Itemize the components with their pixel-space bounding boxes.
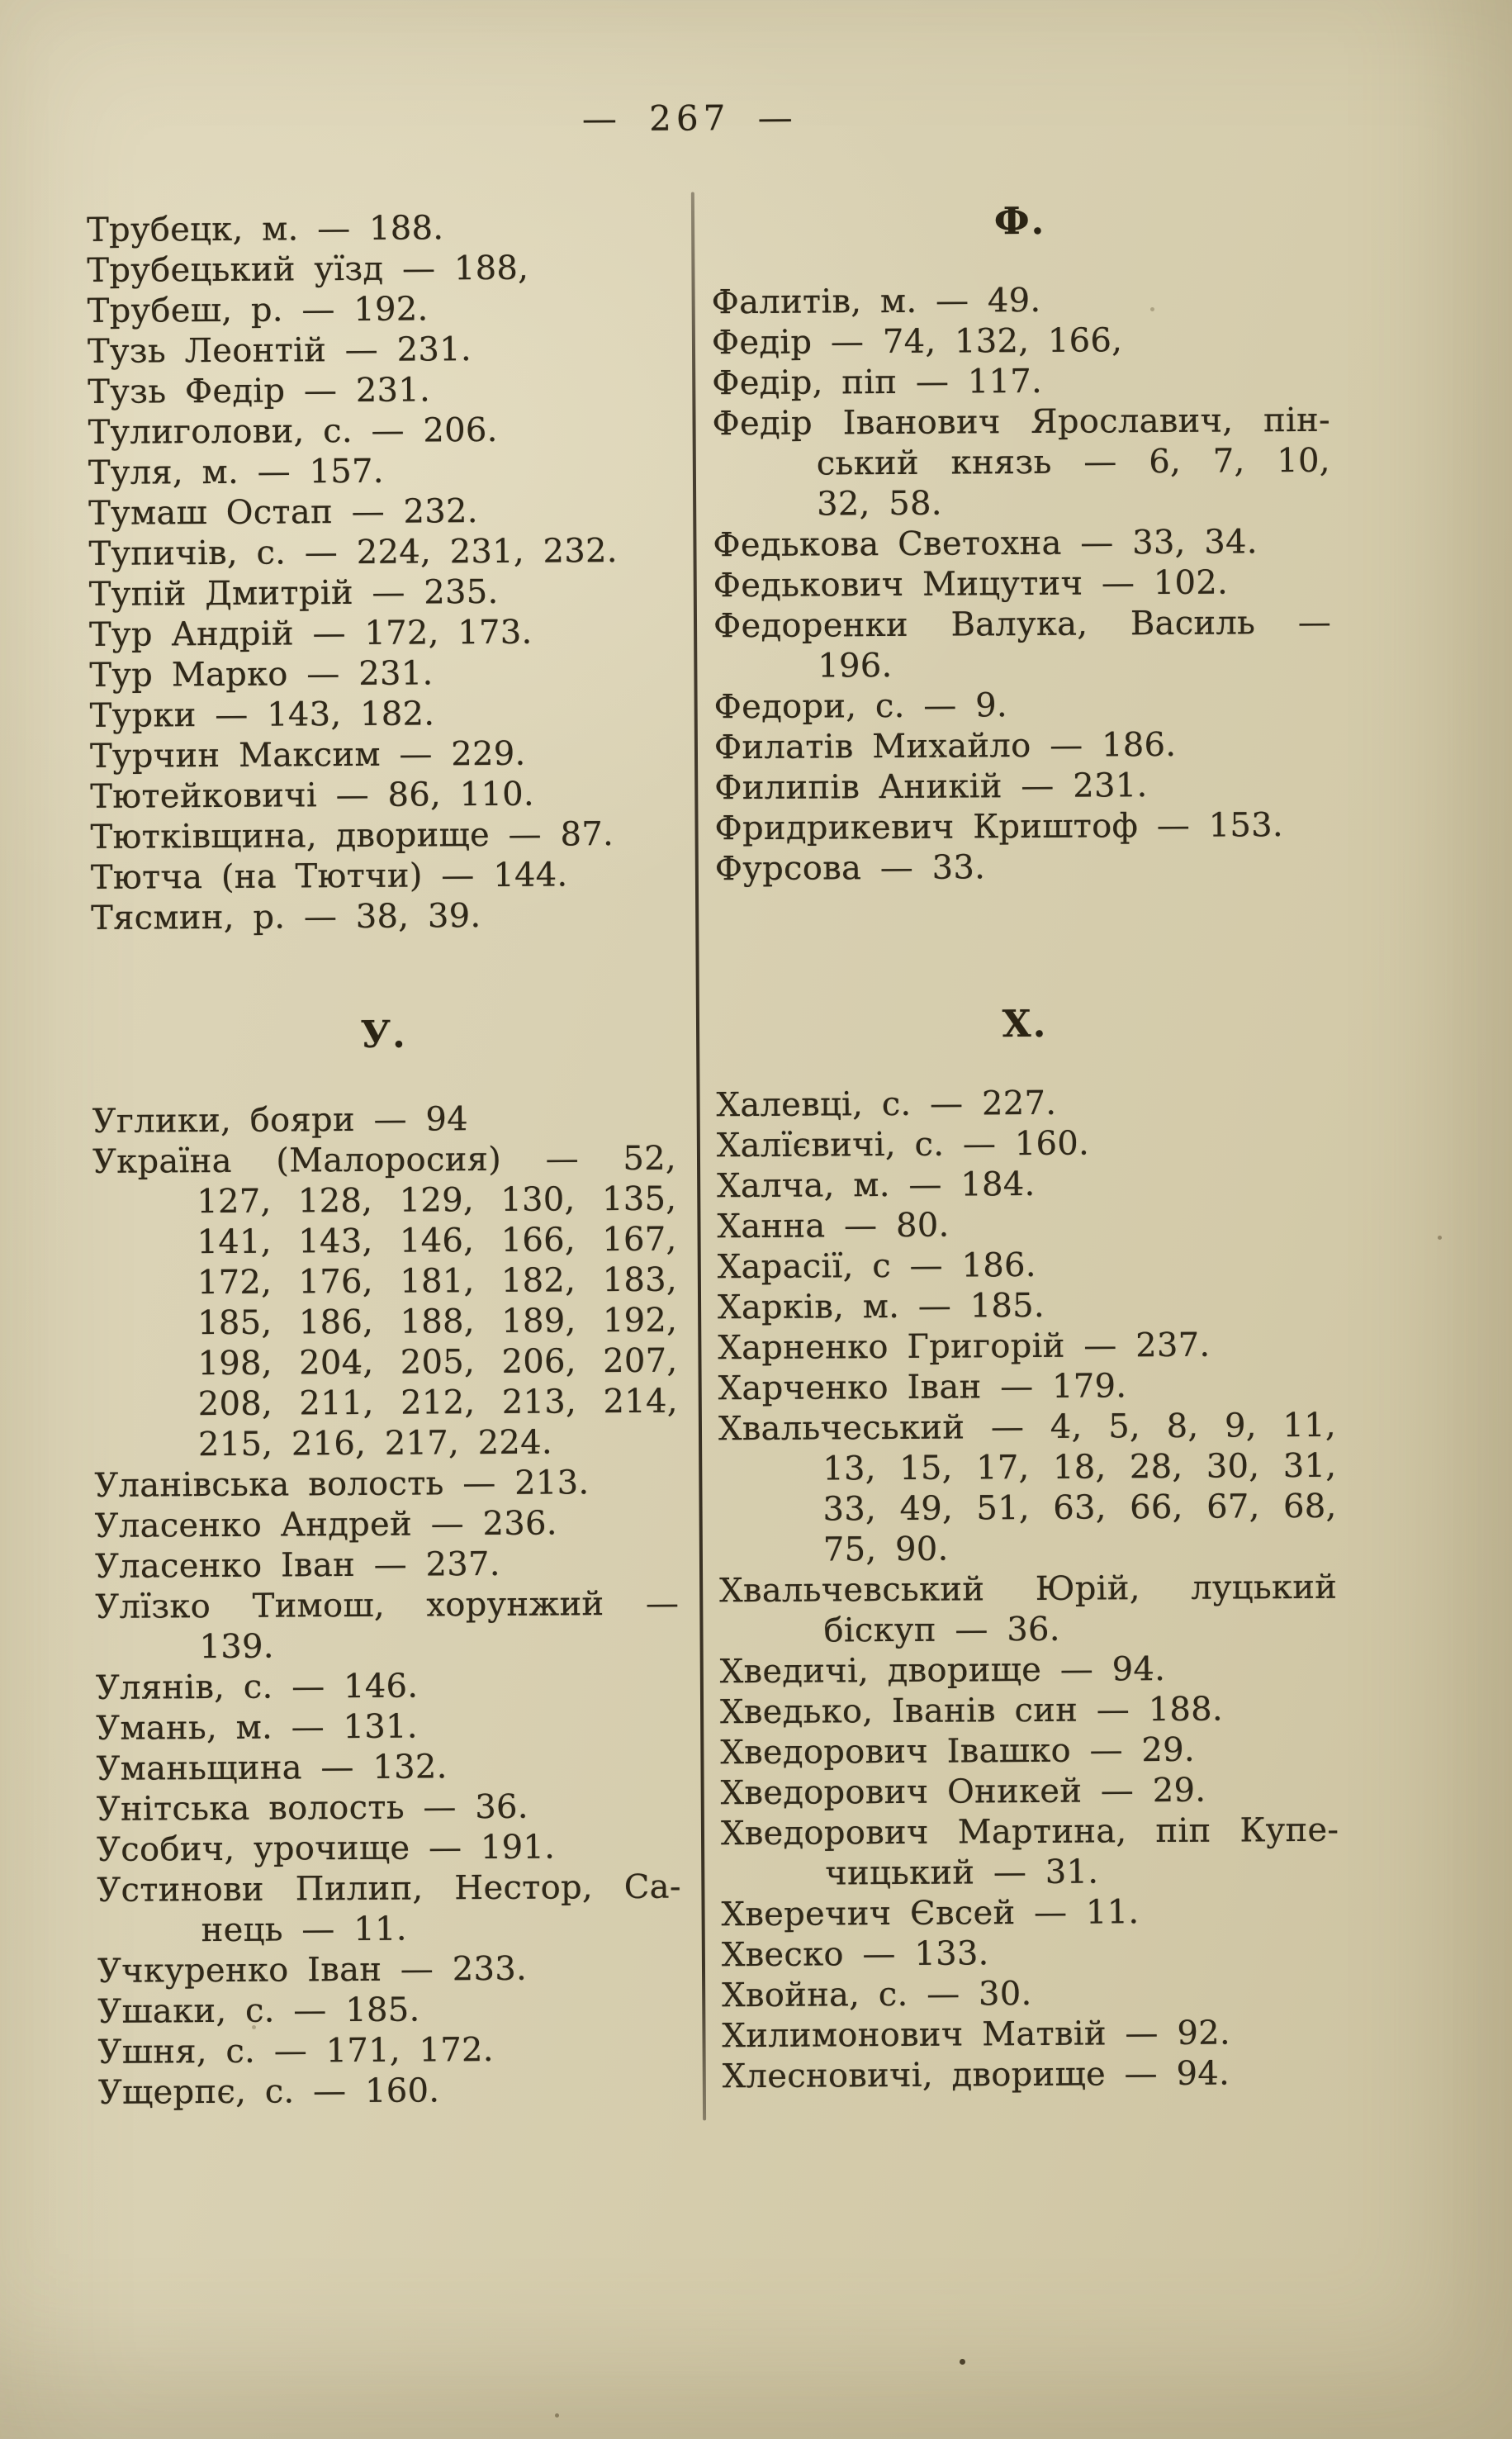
index-entry: Тулиголови, с. — 206. [88, 410, 498, 452]
column-divider [691, 192, 706, 2120]
index-entry: Тупичів, с. — 224, 231, 232. [88, 532, 618, 573]
index-entry: Ущерпє, с. — 160. [97, 2071, 440, 2112]
index-entry: Тясмин, р. — 38, 39. [91, 897, 481, 937]
index-entry: Хлесновичі, дворище — 94. [722, 2054, 1230, 2096]
index-column-right [711, 199, 1340, 2098]
index-entry: Улїзко Тимош, хорунжий — 139. [95, 1584, 680, 1667]
index-entry: Хвальчеський — 4, 5, 8, 9, 11, 13, 15, 17, 18, 28, 30, 31, 33, 49, 51, 63, 66, 67, 68, 75, 90. [718, 1406, 1337, 1569]
index-entry: Ушаки, с. — 185. [97, 1991, 420, 2031]
index-entry: Филипів Аникій — 231. [714, 766, 1148, 808]
index-entry: Углики, бояри — 94 [92, 1100, 469, 1141]
index-entry: Ушня, с. — 171, 172. [97, 2030, 494, 2071]
index-entry: Тупій Дмитрій — 235. [88, 572, 499, 614]
index-entry: Харасії, с — 186. [717, 1246, 1036, 1287]
section-heading: Х. [1002, 1001, 1048, 1046]
index-entry: Фридрикевич Криштоф — 153. [714, 806, 1284, 848]
index-entry: Тузь Федір — 231. [88, 371, 431, 411]
index-entry: Уманьщина — 132. [96, 1748, 448, 1788]
index-entry: Фалитів, м. — 49. [711, 281, 1041, 322]
index-entry: Турки — 143, 182. [89, 695, 435, 735]
index-entry: Уласенко Іван — 237. [94, 1545, 500, 1586]
index-column-left [87, 207, 682, 2114]
index-entry: Унітська волость — 36. [96, 1787, 529, 1829]
index-entry: Трубецк, м. — 188. [86, 209, 444, 249]
index-entry: Тумаш Остап — 232. [88, 492, 478, 533]
page-number: — 267 — [581, 97, 798, 140]
paper-specks [0, 0, 4, 4]
index-entry: Ханна — 80. [717, 1206, 950, 1246]
index-entry: Уласенко Андрей — 236. [94, 1504, 557, 1545]
index-entry: Тур Марко — 231. [89, 654, 434, 695]
index-entry: Туля, м. — 157. [88, 452, 384, 492]
index-entry: Хведько, Іванів син — 188. [719, 1690, 1224, 1732]
index-entry: Хведичі, дворище — 94. [719, 1649, 1166, 1692]
index-entry: Устинови Пилип, Нестор, Санець — 11. [97, 1867, 681, 1950]
index-entry: Федір Іванович Ярославич, пінський князь — 6, 7, 10, 32, 58. [712, 401, 1330, 524]
index-entry: Федори, с. — 9. [713, 686, 1008, 727]
index-entry: Харченко Іван — 179. [718, 1367, 1127, 1408]
index-entry: Халїєвичі, с. — 160. [716, 1124, 1090, 1165]
section-heading: Ф. [993, 198, 1046, 244]
index-entry: Хвеско — 133. [721, 1934, 989, 1975]
index-entry: Фурсова — 33. [714, 848, 986, 889]
index-entry: Хвальчевський Юрій, луцький біскуп — 36. [719, 1568, 1338, 1650]
index-entry: Учкуренко Іван — 233. [97, 1949, 528, 1991]
index-entry: Хвойна, с. — 30. [722, 1974, 1032, 2015]
index-entry: Халча, м. — 184. [717, 1165, 1036, 1206]
index-entry: Хверечич Євсей — 11. [721, 1893, 1140, 1934]
index-entry: Федоренки Валука, Василь — 196. [713, 603, 1332, 686]
index-entry: Тютча (на Тютчи) — 144. [90, 856, 568, 897]
index-entry: Хведорович Мартина, піп Купечицький — 31. [720, 1810, 1339, 1893]
index-entry: Федір — 74, 132, 166, [711, 321, 1123, 363]
index-entry: Трубеш, р. — 192. [87, 290, 429, 330]
index-entry: Филатів Михайло — 186. [713, 725, 1177, 767]
index-entry: Федькович Мицутич — 102. [713, 563, 1229, 605]
index-entry: Федькова Светохна — 33, 34. [713, 523, 1258, 565]
index-entry: Хведорович Оникей — 29. [720, 1771, 1206, 1813]
index-entry: Тузь Леонтій — 231. [87, 330, 472, 371]
index-entry: Халевці, с. — 227. [716, 1084, 1057, 1125]
index-entry: Тютківщина, дворище — 87. [90, 815, 614, 856]
index-entry: Хведорович Івашко — 29. [720, 1730, 1196, 1772]
index-entry: Улянів, с. — 146. [95, 1667, 419, 1707]
index-entry: Усобич, урочище — 191. [96, 1828, 556, 1869]
index-entry: Умань, м. — 131. [96, 1707, 418, 1748]
index-entry: Трубецький уїзд — 188, [87, 249, 529, 290]
section-heading: У. [360, 1012, 407, 1056]
index-entry: Турчин Максим — 229. [89, 734, 526, 776]
index-entry: Харненко Григорій — 237. [718, 1326, 1211, 1368]
index-entry: Тур Андрій — 172, 173. [88, 613, 533, 654]
index-entry: Україна (Малоросия) — 52, 127, 128, 129, 130, 135, 141, 143, 146, 166, 167, 172, 176, 181, 182, 183, 185, 186, 188, 189, 192, 198, 204, 205, 206, 207, 208, 211, 212, 213, 214, 215, 216, 217, 224. [92, 1139, 678, 1464]
index-entry: Тютейковичі — 86, 110. [90, 775, 535, 816]
index-entry: Харків, м. — 185. [717, 1286, 1045, 1327]
index-entry: Уланівська волость — 213. [94, 1464, 590, 1505]
index-entry: Хилимонович Матвій — 92. [722, 2014, 1231, 2056]
index-entry: Федір, піп — 117. [712, 362, 1043, 403]
